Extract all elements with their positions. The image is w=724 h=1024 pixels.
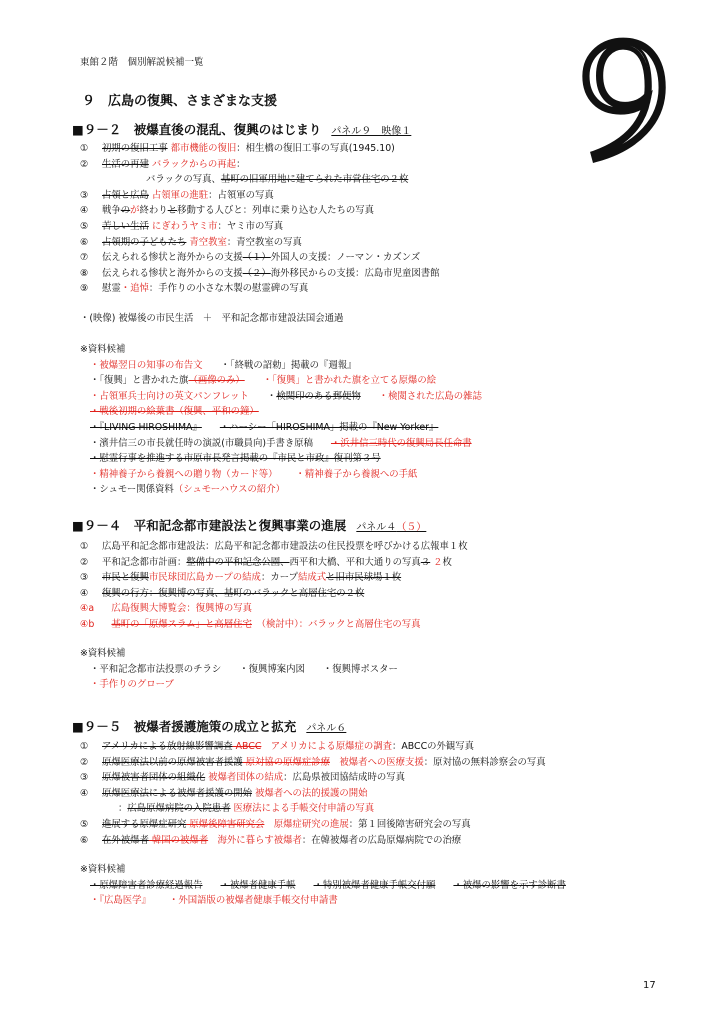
item-number: ① — [80, 741, 89, 752]
materials-title: ※資料候補 — [80, 864, 126, 875]
text-segment: 広島平和記念都市建設法：広島平和記念都市建設法の住民投票を呼びかける広報車１枚 — [102, 541, 468, 552]
panel-label: パネル４（５） — [356, 522, 427, 533]
material-row — [80, 436, 482, 452]
list-item — [80, 188, 440, 204]
material-row — [80, 420, 482, 436]
text-segment: 市民球団広島カープの結成 — [148, 572, 261, 584]
list-item — [80, 235, 440, 251]
text-segment: 枚 — [442, 556, 452, 568]
section-title-9-5 — [72, 717, 346, 735]
item-number: ⑤ — [80, 220, 89, 232]
material-row — [80, 677, 398, 693]
list-item — [80, 833, 546, 849]
item-number: ④b — [80, 618, 95, 630]
text-segment: 移動する人びと：列車に乗り込む人たちの写真 — [177, 205, 374, 217]
text-segment: バラックからの再起 — [148, 158, 237, 170]
text-segment: ・被爆の影響を示す診断書 — [453, 879, 566, 891]
material-row — [80, 358, 482, 374]
text-segment: 初期の復旧工事 — [102, 143, 168, 154]
panel-label: パネル６ — [306, 723, 347, 734]
list-item — [80, 801, 546, 817]
text-segment: アメリカによる原爆症の調査 — [261, 741, 392, 752]
text-segment: ・手作りのグローブ — [90, 679, 174, 691]
list-item — [80, 755, 546, 771]
text-segment: 原爆症研究の進展 — [264, 818, 349, 830]
text-segment: ・ハーシー「HIROSHIMA」掲載の『New Yorker』 — [219, 421, 439, 433]
text-segment: 整備中の平和記念公園、 — [186, 556, 290, 568]
text-segment: 海外移民からの支援：広島市児童図書館 — [270, 267, 440, 279]
list-item — [80, 203, 440, 219]
text-segment: 都市機能の復旧 — [167, 143, 237, 154]
text-segment: ・外国語版の被爆者健康手帳交付申請書 — [168, 895, 338, 907]
item-number: ④ — [80, 205, 89, 217]
list-item — [80, 266, 440, 282]
text-segment: 海外に暮らす被爆者 — [208, 834, 302, 846]
text-segment: ・ — [266, 390, 277, 402]
text-segment: バラックの写真、 — [146, 174, 221, 186]
text-segment: 慰霊 — [102, 283, 121, 295]
text-segment: 青空教室 — [186, 236, 227, 248]
item-number: ⑥ — [80, 834, 89, 846]
text-segment: ABCC — [232, 741, 262, 752]
text-segment: 終わり — [139, 205, 168, 217]
material-row — [80, 482, 482, 498]
text-segment: ：ヤミ市の写真 — [217, 220, 284, 232]
section-heading: ■９－５ 被爆者援護施策の成立と拡充 — [72, 719, 297, 734]
section-title-9-4 — [72, 516, 426, 534]
text-segment: 伝えられる惨状と海外からの支援 — [102, 267, 243, 279]
text-segment: 占領と広島 — [102, 189, 149, 201]
text-segment: ：カープ — [260, 572, 298, 584]
text-segment: ・戦後初期の絵葉書（復興、平和の鐘） — [90, 406, 259, 418]
text-segment: ・被爆翌日の知事の布告文 — [90, 359, 203, 371]
text-segment: 基町の「原爆スラム」と高層住宅 — [111, 618, 252, 630]
list-item — [80, 250, 440, 266]
list-item — [80, 172, 440, 188]
text-segment: 苦しい生活 — [102, 220, 149, 232]
text-segment: 在外被爆者 — [102, 834, 149, 846]
list-item — [80, 157, 440, 173]
text-segment — [102, 619, 111, 630]
text-segment: 占領軍の進駐 — [148, 189, 209, 201]
text-segment: 平和記念都市計画： — [102, 556, 187, 568]
text-segment: にぎわうヤミ市 — [148, 220, 218, 232]
material-row — [80, 893, 566, 909]
text-segment: ・被爆者健康手帳 — [220, 879, 296, 891]
text-segment: 結成式 — [297, 572, 327, 584]
text-segment: ：手作りの小さな木製の慰霊碑の写真 — [148, 283, 309, 295]
text-segment: 被爆者への医療支援 — [330, 756, 424, 768]
item-number: ④ — [80, 587, 89, 599]
item-number: ③ — [80, 572, 89, 584]
list-item — [80, 617, 468, 633]
material-row — [80, 467, 482, 483]
list-item — [80, 141, 440, 157]
materials-title: ※資料候補 — [80, 648, 126, 659]
text-segment: 広島復興大博覧会：復興博の写真 — [102, 603, 253, 615]
text-segment: 原爆医療法以前の原爆被害者援護 — [102, 756, 243, 768]
text-segment: の — [120, 205, 131, 217]
text-segment: ・占領軍兵士向けの英文パンフレット — [90, 390, 249, 402]
text-segment: ・慰霊行事を推進する市原市長発言掲載の『市民と市政』復刊第３号 — [90, 453, 381, 465]
item-number: ⑧ — [80, 267, 89, 279]
text-segment: アメリカによる放射線影響調査 — [102, 741, 233, 752]
text-segment: ：第１回後障害研究会の写真 — [348, 818, 471, 830]
text-segment: （１） — [242, 252, 271, 264]
text-segment: と旧市民球場１枚 — [326, 572, 402, 584]
text-segment: ２ — [430, 556, 443, 568]
chapter-title: ９ 広島の復興、さまざまな支援 — [82, 94, 278, 109]
text-segment: ・「復興」と書かれた旗を立てる原爆の絵 — [262, 375, 437, 387]
text-segment: 外国人の支援：ノーマン・カズンズ — [270, 252, 421, 264]
section-heading: ■９－２ 被爆直後の混乱、復興のはじまり — [72, 122, 322, 137]
material-row — [80, 878, 566, 894]
text-segment: ：ABCCの外観写真 — [391, 741, 475, 752]
text-segment: 韓国の被爆者 — [148, 834, 209, 846]
list-item — [80, 555, 468, 571]
text-segment: 西平和大橋、平和大通りの写真 — [289, 556, 421, 568]
item-list-9-4 — [80, 539, 468, 633]
chapter-number: ９ — [548, 18, 699, 192]
text-segment: （画像のみ） — [188, 375, 245, 387]
item-number: ④ — [80, 787, 89, 799]
text-segment: 復興の行方：復興博の写真、基町のバラックと高層住宅の２枚 — [102, 587, 365, 599]
video-line: ・(映像) 被爆後の市民生活 ＋ 平和記念都市建設法国会通過 — [80, 313, 344, 324]
list-item — [80, 770, 546, 786]
text-segment: が — [130, 205, 140, 217]
text-segment: 原爆被害者団体の組織化 — [102, 772, 206, 784]
item-number: ⑥ — [80, 236, 89, 248]
text-segment: 検閲印のある郵便物 — [276, 390, 361, 402]
text-segment: ・浜井信三時代の復興局長任命書 — [330, 437, 472, 449]
text-segment: ： — [236, 158, 246, 170]
item-list-9-2 — [80, 141, 440, 297]
text-segment: ・「終戦の詔勅」掲載の『週報』 — [220, 359, 357, 371]
text-segment: ・濱井信三の市長就任時の演説(市職員向)手書き原稿 — [90, 437, 313, 449]
material-row — [80, 404, 482, 420]
text-segment: ・平和記念都市法投票のチラシ — [90, 663, 222, 675]
text-segment: ・検閲された広島の雑誌 — [378, 390, 482, 402]
text-segment: （２） — [242, 267, 271, 279]
text-segment: ・精神養子から養親への手紙 — [295, 468, 418, 480]
text-segment: ： — [118, 803, 128, 815]
text-segment: （検討中）：バラックと高層住宅の写真 — [251, 618, 421, 630]
text-segment: 基町の旧軍用地に建てられた市営住宅の２枚 — [220, 174, 409, 186]
text-segment: 生活の再建 — [102, 158, 149, 170]
text-segment: 戦争 — [102, 205, 121, 217]
text-segment: ・特別被爆者健康手帳交付願 — [313, 879, 436, 891]
text-segment: 被爆者団体の結成 — [205, 772, 284, 784]
list-item — [80, 539, 468, 555]
text-segment: ３ — [420, 556, 431, 568]
text-segment: ：青空教室の写真 — [226, 236, 302, 248]
text-segment: 被爆者への法的援護の開始 — [252, 787, 368, 799]
list-item — [80, 219, 440, 235]
text-segment: ・『LIVING HIROSHIMA』 — [90, 421, 202, 433]
text-segment: ：在韓被爆者の広島原爆病院での治療 — [301, 834, 462, 846]
page-number: 17 — [643, 980, 656, 991]
item-list-9-5 — [80, 739, 546, 848]
text-segment: ：広島県被団協結成時の写真 — [283, 772, 406, 784]
item-number: ① — [80, 541, 89, 552]
text-segment: 原爆後障害研究会 — [186, 818, 265, 830]
item-number: ② — [80, 556, 89, 568]
text-segment: ・精神養子から養親への贈り物（カード等） — [90, 468, 278, 480]
item-number: ① — [80, 143, 89, 154]
text-segment: ：相生橋の復旧工事の写真(1945.10) — [236, 143, 395, 154]
text-segment: 医療法による手帳交付申請の写真 — [230, 803, 375, 815]
text-segment: ・復興博ポスター — [322, 663, 398, 675]
text-segment: ・追悼 — [120, 283, 149, 295]
list-item — [80, 586, 468, 602]
item-number: ③ — [80, 189, 89, 201]
materials-9-4 — [80, 646, 398, 693]
section-title-9-2 — [72, 120, 411, 138]
materials-9-5 — [80, 862, 566, 909]
item-number: ⑦ — [80, 252, 89, 264]
section-heading: ■９－４ 平和記念都市建設法と復興事業の進展 — [72, 518, 347, 533]
material-row — [80, 662, 398, 678]
text-segment: ：原対協の無料診察会の写真 — [423, 756, 546, 768]
text-segment: 占領期の子どもたち — [102, 236, 187, 248]
item-number: ② — [80, 158, 89, 170]
text-segment: 原爆医療法による被爆者援護の開始 — [102, 787, 253, 799]
text-segment: （シュモーハウスの紹介） — [173, 484, 285, 496]
text-segment: ・原爆障害者診療経過報告 — [90, 879, 203, 891]
text-segment: 市民と復興 — [102, 572, 149, 584]
text-segment: 原対協の原爆症診療 — [242, 756, 330, 768]
text-segment: 広島原爆病院の入院患者 — [127, 803, 231, 815]
text-segment: ・復興博案内図 — [239, 663, 305, 675]
material-row — [80, 451, 482, 467]
text-segment: と — [167, 205, 178, 217]
material-row — [80, 373, 482, 389]
list-item — [80, 786, 546, 802]
item-number: ③ — [80, 772, 89, 784]
page-header: 東館２階 個別解説候補一覧 — [80, 57, 204, 68]
item-number: ④a — [80, 603, 95, 615]
materials-title: ※資料候補 — [80, 344, 126, 355]
text-segment: ・『広島医学』 — [90, 895, 151, 907]
list-item — [80, 281, 440, 297]
text-segment: 伝えられる惨状と海外からの支援 — [102, 252, 243, 264]
text-segment: ・「復興」と書かれた旗 — [90, 375, 189, 387]
text-segment: ：占領軍の写真 — [208, 189, 274, 201]
material-row — [80, 389, 482, 405]
item-number: ⑨ — [80, 283, 89, 295]
list-item — [80, 601, 468, 617]
text-segment: 進展する原爆症研究 — [102, 818, 187, 830]
list-item — [80, 739, 546, 755]
materials-9-2 — [80, 342, 482, 498]
list-item — [80, 817, 546, 833]
item-number: ② — [80, 756, 89, 768]
panel-label: パネル９ 映像１ — [331, 126, 412, 137]
text-segment: ・シュモー関係資料 — [90, 484, 174, 496]
list-item — [80, 570, 468, 586]
item-number: ⑤ — [80, 818, 89, 830]
